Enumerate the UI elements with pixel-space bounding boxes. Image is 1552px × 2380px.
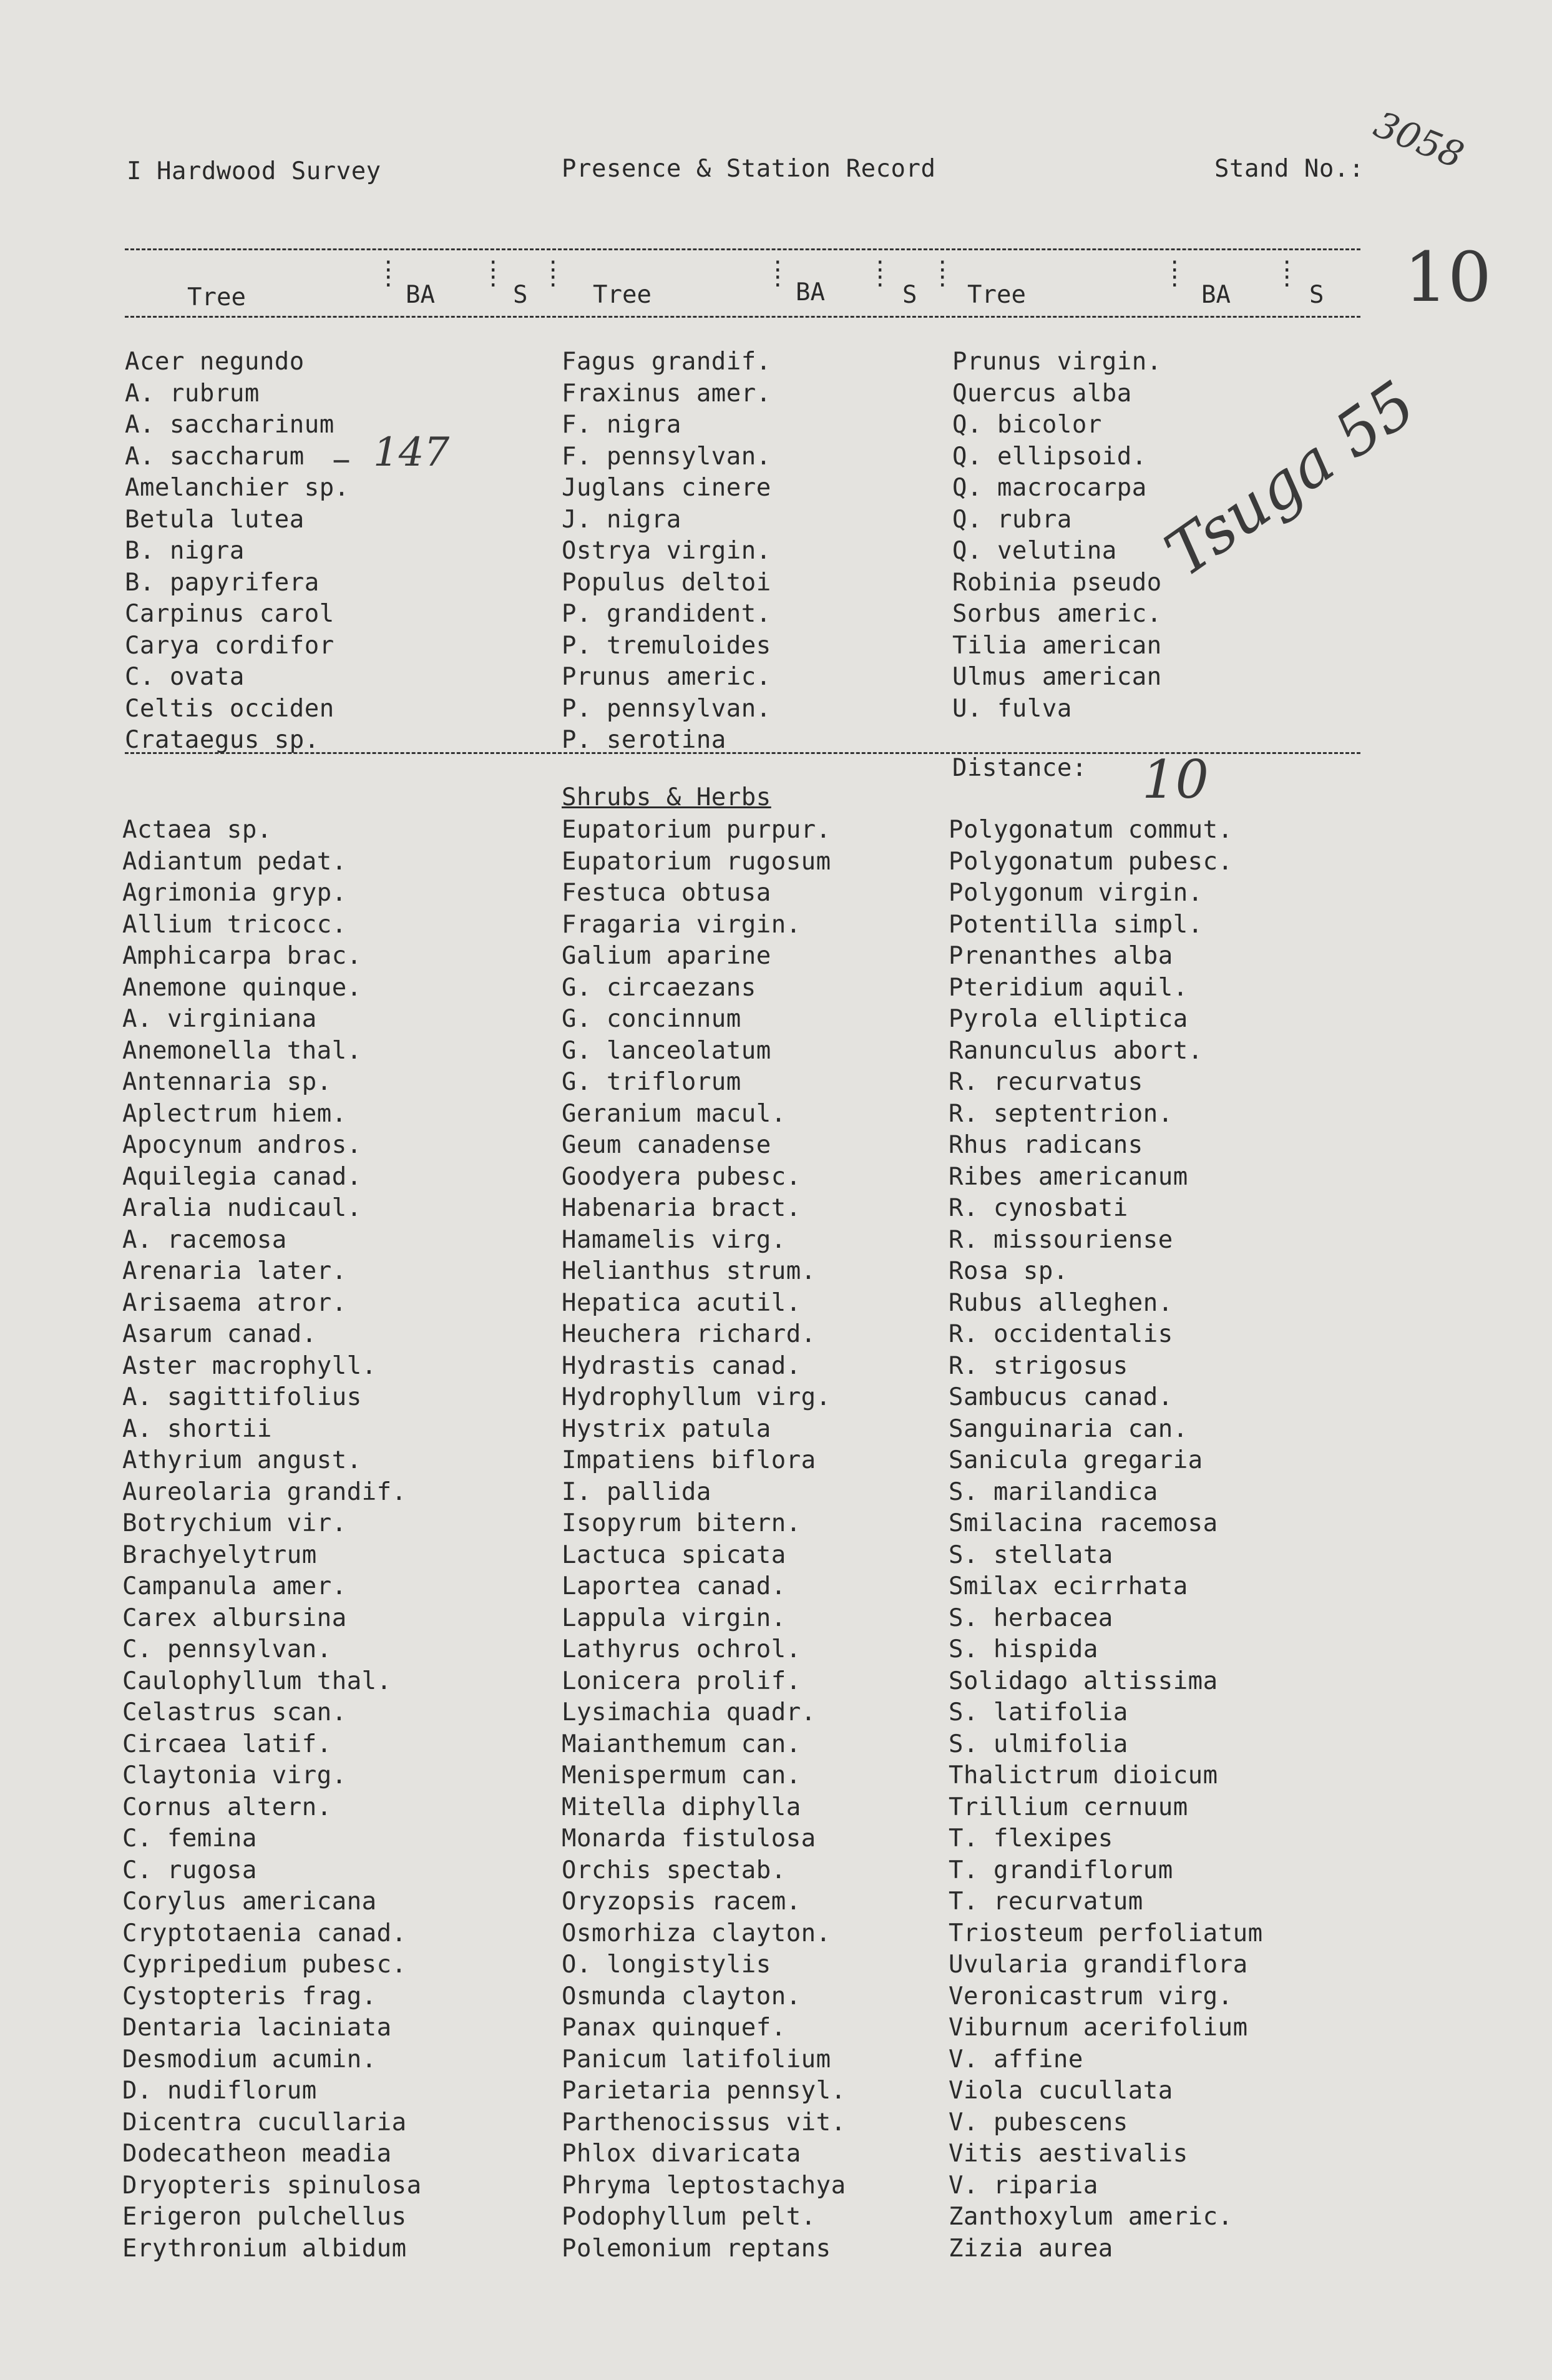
species-entry: Laportea canad. xyxy=(562,1572,786,1600)
species-entry: Anemonella thal. xyxy=(122,1036,362,1065)
species-entry: Smilacina racemosa xyxy=(949,1509,1218,1537)
species-entry: Helianthus strum. xyxy=(562,1257,816,1285)
species-entry: Viola cucullata xyxy=(949,2077,1173,2105)
distance-value-handwritten: 10 xyxy=(1142,749,1209,810)
species-entry: Agrimonia gryp. xyxy=(122,879,347,907)
species-entry: Panicum latifolium xyxy=(562,2045,831,2074)
species-entry: F. nigra xyxy=(562,411,681,439)
species-entry: Q. macrocarpa xyxy=(952,474,1147,502)
species-entry: Dryopteris spinulosa xyxy=(122,2171,422,2200)
species-entry: Cryptotaenia canad. xyxy=(122,1919,407,1947)
species-entry: R. recurvatus xyxy=(949,1068,1143,1096)
species-entry: R. missouriense xyxy=(949,1225,1173,1254)
species-entry: Populus deltoi xyxy=(562,568,771,597)
species-entry: Juglans cinere xyxy=(562,474,771,502)
species-entry: Mitella diphylla xyxy=(562,1793,801,1821)
distance-label: Distance: xyxy=(952,754,1087,782)
species-entry: Oryzopsis racem. xyxy=(562,1888,801,1916)
species-entry: Claytonia virg. xyxy=(122,1761,347,1790)
species-entry: Q. ellipsoid. xyxy=(952,442,1147,471)
species-entry: Ostrya virgin. xyxy=(562,537,771,565)
header-separator: : : xyxy=(382,252,395,292)
species-entry: Hamamelis virg. xyxy=(562,1225,786,1254)
species-entry: Allium tricocc. xyxy=(122,910,347,939)
shrubs-herbs-heading: Shrubs & Herbs xyxy=(562,783,771,811)
saccharum-note-handwritten: 147 xyxy=(373,429,450,476)
species-entry: Fagus grandif. xyxy=(562,348,771,376)
species-entry: Galium aparine xyxy=(562,942,771,970)
species-entry: Celastrus scan. xyxy=(122,1698,347,1726)
species-entry: Celtis occiden xyxy=(125,694,334,723)
species-entry: P. grandident. xyxy=(562,600,771,628)
header-tree-3: Tree xyxy=(967,281,1026,309)
species-entry: C. ovata xyxy=(125,663,245,691)
species-entry: Arenaria later. xyxy=(122,1257,347,1285)
species-entry: Erythronium albidum xyxy=(122,2234,407,2263)
header-ba-2: BA xyxy=(796,278,825,306)
tree-column-3 xyxy=(952,346,1162,725)
species-entry: Q. bicolor xyxy=(952,411,1102,439)
species-entry: Aureolaria grandif. xyxy=(122,1477,407,1506)
species-entry: S. hispida xyxy=(949,1635,1098,1663)
species-entry: T. flexipes xyxy=(949,1824,1113,1853)
species-entry: Arisaema atror. xyxy=(122,1288,347,1317)
tree-header-bottom-rule xyxy=(125,316,1360,318)
herb-column-2 xyxy=(562,815,846,2265)
species-entry: A. shortii xyxy=(122,1414,272,1443)
species-entry: Pteridium aquil. xyxy=(949,973,1188,1002)
header-ba-3: BA xyxy=(1201,281,1231,309)
header-tree-1: Tree xyxy=(187,283,246,311)
species-entry: Carpinus carol xyxy=(125,600,334,628)
species-entry: Panax quinquef. xyxy=(562,2014,786,2042)
species-entry: S. herbacea xyxy=(949,1604,1113,1632)
species-entry: Veronicastrum virg. xyxy=(949,1982,1233,2010)
species-entry: G. circaezans xyxy=(562,973,756,1002)
species-entry: Rubus alleghen. xyxy=(949,1288,1173,1317)
species-entry: Brachyelytrum xyxy=(122,1540,317,1569)
species-entry: P. serotina xyxy=(562,726,726,754)
species-entry: Antennaria sp. xyxy=(122,1068,332,1096)
species-entry: S. ulmifolia xyxy=(949,1730,1128,1758)
species-entry: Fraxinus amer. xyxy=(562,379,771,408)
species-entry: Cystopteris frag. xyxy=(122,1982,377,2010)
species-entry: R. septentrion. xyxy=(949,1099,1173,1128)
header-separator: : : xyxy=(874,252,887,292)
species-entry: Lonicera prolif. xyxy=(562,1667,801,1695)
species-entry: Ribes americanum xyxy=(949,1162,1188,1191)
species-entry: Goodyera pubesc. xyxy=(562,1162,801,1191)
header-separator: : : xyxy=(487,252,500,292)
species-entry: Solidago altissima xyxy=(949,1667,1218,1695)
species-entry: P. tremuloides xyxy=(562,631,771,660)
species-entry: Rhus radicans xyxy=(949,1131,1143,1159)
header-separator: : : xyxy=(771,252,784,292)
stand-number-handwritten: 3058 xyxy=(1368,102,1470,177)
species-entry: Carex albursina xyxy=(122,1604,347,1632)
species-entry: Crataegus sp. xyxy=(125,726,320,754)
species-entry: Isopyrum bitern. xyxy=(562,1509,801,1537)
species-entry: J. nigra xyxy=(562,505,681,534)
species-entry: R. cynosbati xyxy=(949,1194,1128,1222)
species-entry: Menispermum can. xyxy=(562,1761,801,1790)
species-entry: C. rugosa xyxy=(122,1856,257,1884)
species-entry: Hydrophyllum virg. xyxy=(562,1383,831,1411)
header-tree-2: Tree xyxy=(593,281,652,309)
species-entry: Erigeron pulchellus xyxy=(122,2203,407,2231)
species-entry: Habenaria bract. xyxy=(562,1194,801,1222)
header-separator: : : xyxy=(936,252,949,292)
species-entry: Geranium macul. xyxy=(562,1099,786,1128)
species-entry: S. marilandica xyxy=(949,1477,1158,1506)
header-separator: : : xyxy=(547,252,560,292)
species-entry: Lappula virgin. xyxy=(562,1604,786,1632)
species-entry: D. nudiflorum xyxy=(122,2077,317,2105)
stand-label: Stand No.: xyxy=(1214,155,1364,183)
species-entry: Prunus virgin. xyxy=(952,348,1162,376)
species-entry: G. triflorum xyxy=(562,1068,741,1096)
tree-column-1 xyxy=(125,346,349,757)
species-entry: Uvularia grandiflora xyxy=(949,1951,1248,1979)
species-entry: Quercus alba xyxy=(952,379,1132,408)
species-entry: Caulophyllum thal. xyxy=(122,1667,392,1695)
species-entry: Heuchera richard. xyxy=(562,1320,816,1348)
species-entry: Sanicula gregaria xyxy=(949,1446,1203,1474)
species-entry: V. riparia xyxy=(949,2171,1098,2200)
header-s-3: S xyxy=(1309,281,1324,309)
species-entry: Vitis aestivalis xyxy=(949,2140,1188,2168)
species-entry: Smilax ecirrhata xyxy=(949,1572,1188,1600)
record-title: Presence & Station Record xyxy=(562,155,936,183)
species-entry: Prenanthes alba xyxy=(949,942,1173,970)
species-entry: R. occidentalis xyxy=(949,1320,1173,1348)
species-entry: Dicentra cucullaria xyxy=(122,2108,407,2137)
species-entry: Aplectrum hiem. xyxy=(122,1099,347,1128)
header-s-1: S xyxy=(513,281,528,309)
species-entry: Polygonatum pubesc. xyxy=(949,847,1233,876)
species-entry: Aquilegia canad. xyxy=(122,1162,362,1191)
species-entry: Polemonium reptans xyxy=(562,2234,831,2263)
species-entry: F. pennsylvan. xyxy=(562,442,771,471)
species-entry: B. nigra xyxy=(125,537,245,565)
species-entry: Podophyllum pelt. xyxy=(562,2203,816,2231)
species-entry: V. affine xyxy=(949,2045,1083,2074)
species-entry: O. longistylis xyxy=(562,1951,771,1979)
species-entry: Zanthoxylum americ. xyxy=(949,2203,1233,2231)
species-entry: Circaea latif. xyxy=(122,1730,332,1758)
header-ba-1: BA xyxy=(406,281,435,309)
header-separator: : : xyxy=(1281,252,1294,292)
species-entry: Lathyrus ochrol. xyxy=(562,1635,801,1663)
species-entry: Phryma leptostachya xyxy=(562,2171,846,2200)
species-entry: Ulmus american xyxy=(952,663,1162,691)
species-entry: A. sagittifolius xyxy=(122,1383,362,1411)
survey-title: I Hardwood Survey xyxy=(127,157,381,185)
species-entry: Asarum canad. xyxy=(122,1320,317,1348)
species-entry: Sanguinaria can. xyxy=(949,1414,1188,1443)
species-entry: C. femina xyxy=(122,1824,257,1853)
species-entry: A. saccharum xyxy=(125,442,305,471)
species-entry: Sambucus canad. xyxy=(949,1383,1173,1411)
species-entry: I. pallida xyxy=(562,1477,711,1506)
species-entry: Parietaria pennsyl. xyxy=(562,2077,846,2105)
species-entry: R. strigosus xyxy=(949,1351,1128,1380)
saccharum-dash-note: – xyxy=(332,437,351,481)
species-entry: Actaea sp. xyxy=(122,816,272,844)
species-entry: Eupatorium rugosum xyxy=(562,847,831,876)
species-entry: Potentilla simpl. xyxy=(949,910,1203,939)
species-entry: U. fulva xyxy=(952,694,1072,723)
species-entry: Impatiens biflora xyxy=(562,1446,816,1474)
species-entry: Polygonatum commut. xyxy=(949,816,1233,844)
species-entry: C. pennsylvan. xyxy=(122,1635,332,1663)
species-entry: Phlox divaricata xyxy=(562,2140,801,2168)
corner-mark-handwritten: 10 xyxy=(1404,237,1491,317)
species-entry: Aralia nudicaul. xyxy=(122,1194,362,1222)
species-entry: Tilia american xyxy=(952,631,1162,660)
tree-column-2 xyxy=(562,346,771,757)
species-entry: Trillium cernuum xyxy=(949,1793,1188,1821)
species-entry: Athyrium angust. xyxy=(122,1446,362,1474)
tsuga-note-handwritten: Tsuga 55 xyxy=(1152,366,1428,591)
species-entry: Q. rubra xyxy=(952,505,1072,534)
header-separator: : : xyxy=(1168,252,1181,292)
species-entry: Pyrola elliptica xyxy=(949,1005,1188,1033)
species-entry: Rosa sp. xyxy=(949,1257,1068,1285)
species-entry: Geum canadense xyxy=(562,1131,771,1159)
species-entry: Amelanchier sp. xyxy=(125,474,349,502)
herb-column-1 xyxy=(122,815,422,2265)
species-entry: Apocynum andros. xyxy=(122,1131,362,1159)
species-entry: A. saccharinum xyxy=(125,411,334,439)
species-entry: Hystrix patula xyxy=(562,1414,771,1443)
species-entry: Botrychium vir. xyxy=(122,1509,347,1537)
species-entry: Polygonum virgin. xyxy=(949,879,1203,907)
species-entry: A. racemosa xyxy=(122,1225,287,1254)
species-entry: Campanula amer. xyxy=(122,1572,347,1600)
species-entry: Sorbus americ. xyxy=(952,600,1162,628)
species-entry: Thalictrum dioicum xyxy=(949,1761,1218,1790)
species-entry: Betula lutea xyxy=(125,505,305,534)
species-entry: Triosteum perfoliatum xyxy=(949,1919,1263,1947)
header-s-2: S xyxy=(902,281,917,309)
species-entry: Parthenocissus vit. xyxy=(562,2108,846,2137)
species-entry: Dentaria laciniata xyxy=(122,2014,392,2042)
species-entry: Q. velutina xyxy=(952,537,1117,565)
herb-column-3 xyxy=(949,815,1263,2265)
species-entry: Carya cordifor xyxy=(125,631,334,660)
species-entry: Ranunculus abort. xyxy=(949,1036,1203,1065)
species-entry: Festuca obtusa xyxy=(562,879,771,907)
species-entry: Osmorhiza clayton. xyxy=(562,1919,831,1947)
species-entry: A. virginiana xyxy=(122,1005,317,1033)
species-entry: Hepatica acutil. xyxy=(562,1288,801,1317)
species-entry: Zizia aurea xyxy=(949,2234,1113,2263)
species-entry: Lysimachia quadr. xyxy=(562,1698,816,1726)
species-entry: Desmodium acumin. xyxy=(122,2045,377,2074)
species-entry: S. latifolia xyxy=(949,1698,1128,1726)
species-entry: G. concinnum xyxy=(562,1005,741,1033)
species-entry: Cornus altern. xyxy=(122,1793,332,1821)
species-entry: Maianthemum can. xyxy=(562,1730,801,1758)
species-entry: Lactuca spicata xyxy=(562,1540,786,1569)
species-entry: Osmunda clayton. xyxy=(562,1982,801,2010)
species-entry: T. grandiflorum xyxy=(949,1856,1173,1884)
species-entry: Anemone quinque. xyxy=(122,973,362,1002)
species-entry: V. pubescens xyxy=(949,2108,1128,2137)
species-entry: Amphicarpa brac. xyxy=(122,942,362,970)
species-entry: Aster macrophyll. xyxy=(122,1351,377,1380)
species-entry: Prunus americ. xyxy=(562,663,771,691)
species-entry: Robinia pseudo xyxy=(952,568,1162,597)
species-entry: Fragaria virgin. xyxy=(562,910,801,939)
species-entry: A. rubrum xyxy=(125,379,260,408)
species-entry: Adiantum pedat. xyxy=(122,847,347,876)
species-entry: Corylus americana xyxy=(122,1888,377,1916)
species-entry: Dodecatheon meadia xyxy=(122,2140,392,2168)
species-entry: Orchis spectab. xyxy=(562,1856,786,1884)
species-entry: G. lanceolatum xyxy=(562,1036,771,1065)
species-entry: S. stellata xyxy=(949,1540,1113,1569)
species-entry: P. pennsylvan. xyxy=(562,694,771,723)
species-entry: Monarda fistulosa xyxy=(562,1824,816,1853)
species-entry: Viburnum acerifolium xyxy=(949,2014,1248,2042)
species-entry: Cypripedium pubesc. xyxy=(122,1951,407,1979)
species-entry: Hydrastis canad. xyxy=(562,1351,801,1380)
tree-header-top-rule xyxy=(125,248,1360,250)
species-entry: B. papyrifera xyxy=(125,568,320,597)
species-entry: Eupatorium purpur. xyxy=(562,816,831,844)
species-entry: T. recurvatum xyxy=(949,1888,1143,1916)
species-entry: Acer negundo xyxy=(125,348,305,376)
